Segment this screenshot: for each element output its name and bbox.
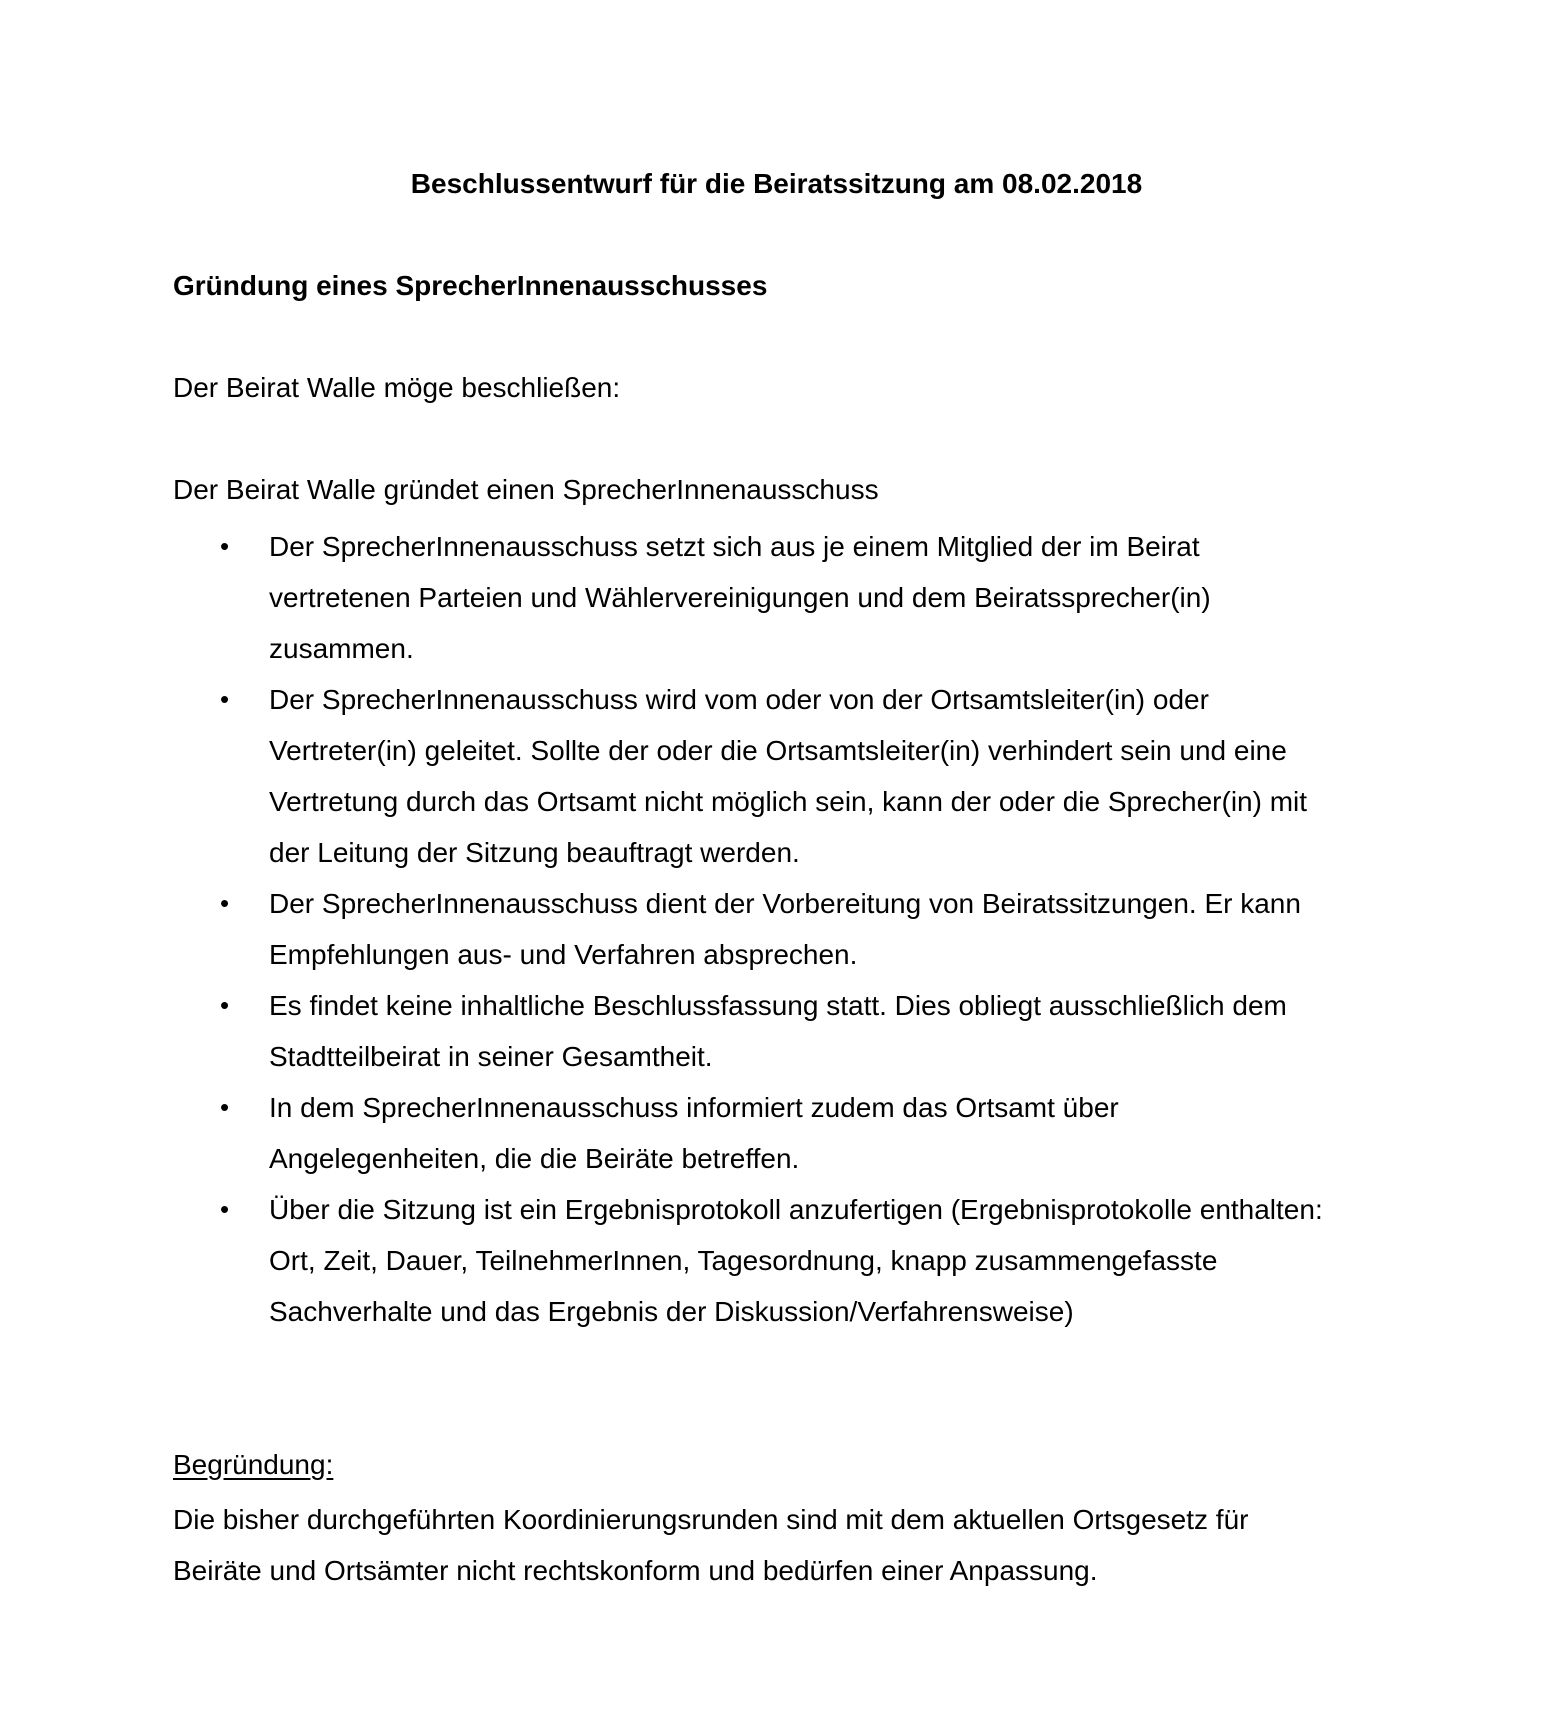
list-item-line: Der SprecherInnenausschuss setzt sich aus je einem Mitglied der im Beirat [269,531,1200,562]
intro-text: Der Beirat Walle möge beschließen: [173,372,621,403]
resolution-list [173,521,1403,1337]
lead-text: Der Beirat Walle gründet einen SprecherInnenausschuss [173,474,879,505]
list-item-line: Vertreter(in) geleitet. Sollte der oder die Ortsamtsleiter(in) verhindert sein und eine [269,735,1287,766]
bullet-icon: • [220,531,230,561]
subject-heading: Gründung eines SprecherInnenausschusses [173,270,768,301]
list-item [173,1184,1403,1337]
list-item-line: Ort, Zeit, Dauer, TeilnehmerInnen, Tagesordnung, knapp zusammengefasste [269,1245,1218,1276]
list-item-line: Angelegenheiten, die die Beiräte betreffen. [269,1143,800,1174]
list-item [173,980,1403,1082]
list-item-line: Stadtteilbeirat in seiner Gesamtheit. [269,1041,713,1072]
reason-line: Die bisher durchgeführten Koordinierungsrunden sind mit dem aktuellen Ortsgesetz für [173,1504,1249,1535]
list-item [173,521,1403,674]
list-item-line: In dem SprecherInnenausschuss informiert zudem das Ortsamt über [269,1092,1119,1123]
list-item-line: Über die Sitzung ist ein Ergebnisprotokoll anzufertigen (Ergebnisprotokolle enthalten: [269,1194,1323,1225]
document-title: Beschlussentwurf für die Beiratssitzung am 08.02.2018 [410,168,1143,199]
list-item-line: Empfehlungen aus- und Verfahren absprechen. [269,939,858,970]
bullet-icon: • [220,1194,230,1224]
list-item-line: Es findet keine inhaltliche Beschlussfassung statt. Dies obliegt ausschließlich dem [269,990,1287,1021]
list-item-line: der Leitung der Sitzung beauftragt werden. [269,837,800,868]
reason-line: Beiräte und Ortsämter nicht rechtskonform und bedürfen einer Anpassung. [173,1555,1098,1586]
reason-text [173,1494,1423,1596]
list-item [173,878,1403,980]
list-item [173,1082,1403,1184]
bullet-icon: • [220,1092,230,1122]
bullet-icon: • [220,990,230,1020]
list-item-line: zusammen. [269,633,414,664]
reason-heading: Begründung: [173,1449,334,1480]
list-item-line: vertretenen Parteien und Wählervereinigungen und dem Beiratssprecher(in) [269,582,1211,613]
bullet-icon: • [220,684,230,714]
bullet-icon: • [220,888,230,918]
list-item-line: Vertretung durch das Ortsamt nicht möglich sein, kann der oder die Sprecher(in) mit [269,786,1308,817]
list-item-line: Sachverhalte und das Ergebnis der Diskussion/Verfahrensweise) [269,1296,1074,1327]
list-item-line: Der SprecherInnenausschuss dient der Vorbereitung von Beiratssitzungen. Er kann [269,888,1301,919]
list-item-line: Der SprecherInnenausschuss wird vom oder von der Ortsamtsleiter(in) oder [269,684,1209,715]
list-item [173,674,1403,878]
